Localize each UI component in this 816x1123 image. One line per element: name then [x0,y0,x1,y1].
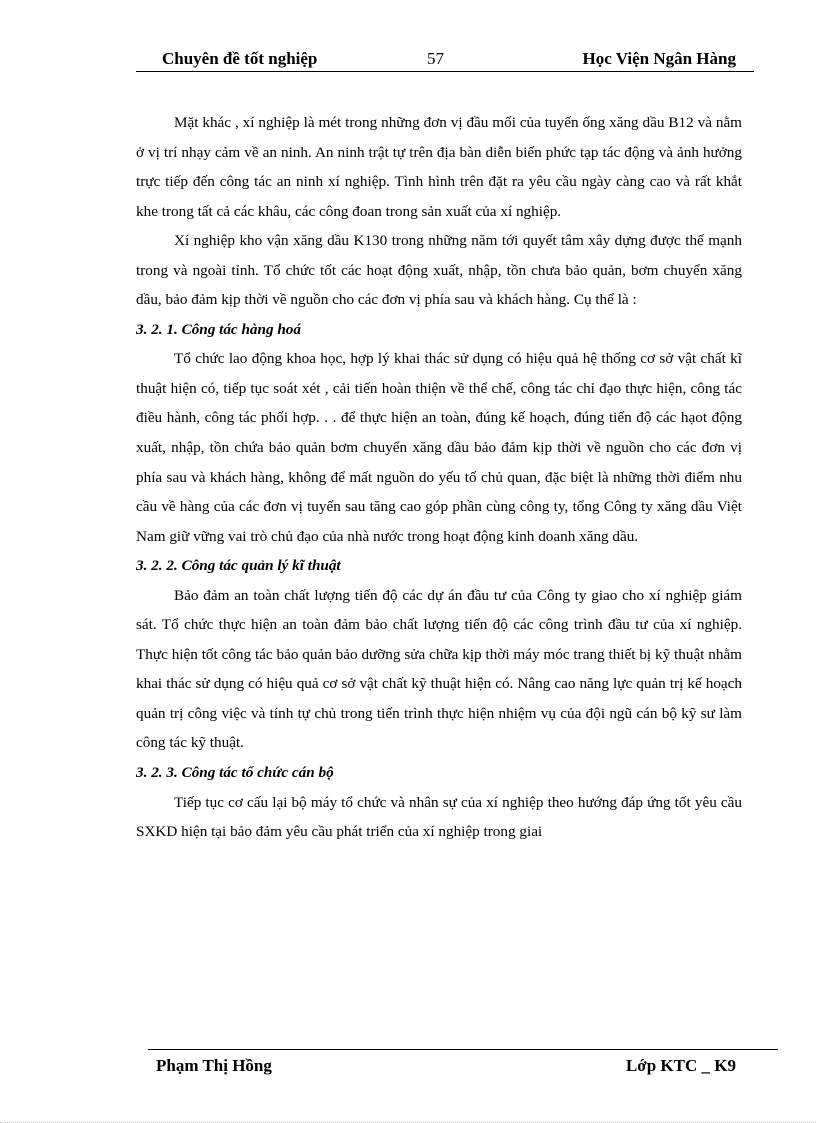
paragraph: Xí nghiệp kho vận xăng dầu K130 trong những năm tới quyết tâm xây dựng được thế mạnh trong và ngoài tỉnh. Tổ chức tốt các hoạt động xuất, nhập, tồn chưa bảo quản, bơm chuyển xăng dầu, bảo đảm kịp thời về nguồn cho các đơn vị phía sau và khách hàng. Cụ thể là : [136,232,742,309]
footer-author: Phạm Thị Hồng [156,1056,272,1075]
section-heading: 3. 2. 2. Công tác quản lý kĩ thuật [136,557,341,575]
paragraph: Tiếp tục cơ cấu lại bộ máy tổ chức và nhân sự của xí nghiệp theo hướng đáp ứng tốt yêu cầu SXKD hiện tại bảo đảm yêu cầu phát triển của xí nghiệp trong giai [136,793,742,841]
header-title: Chuyên đề tốt nghiệp [162,49,318,68]
footer-class: Lớp KTC _ K9 [625,1056,736,1075]
page-number: 57 [427,49,444,68]
section-heading: 3. 2. 3. Công tác tổ chức cán bộ [136,764,334,782]
paragraph: Mặt khác , xí nghiệp là mét trong những đơn vị đầu mối của tuyến ống xăng dầu B12 và nằm ở vị trí nhạy cảm về an ninh. An ninh trật tự trên địa bàn diễn biến phức tạp tác động và ảnh hưởng trực tiếp đến công tác an ninh xí nghiệp. Tình hình trên đặt ra yêu cầu ngày càng cao và rất khắt khe trong tất cả các khâu, các công đoan trong sản xuất của xí nghiệp. [136,114,742,220]
document-body [136,108,742,847]
page-header [136,49,754,72]
page-footer [148,1049,778,1082]
section-heading: 3. 2. 1. Công tác hàng hoá [136,320,301,338]
paragraph: Tổ chức lao động khoa học, hợp lý khai thác sử dụng có hiệu quả hệ thống cơ sở vật chất kĩ thuật hiện có, tiếp tục soát xét , cải tiến hoàn thiện về thể chế, công tác chỉ đạo thực hiện, công tác điều hành, công tác phối hợp. . . để thực hiện an toàn, đúng kế hoạch, đúng tiến độ các hạot động xuất, nhập, tồn chứa bảo quản bơm chuyển xăng dầu bảo đảm kịp thời về nguồn cho các đơn vị phía sau và khách hàng, không để mất nguồn do yếu tố chủ quan, đặc biệt là những thời điểm nhu cầu về hàng của các đơn vị tuyến sau tăng cao góp phần cùng công ty, tổng Công ty xăng dầu Việt Nam giữ vững vai trò chủ đạo của nhà nước trong hoạt động kinh doanh xăng dầu. [136,350,742,545]
paragraph: Bảo đảm an toàn chất lượng tiến độ các dự án đầu tư của Công ty giao cho xí nghiệp giám sát. Tổ chức thực hiện an toàn đảm bảo chất lượng tiến độ các công trình đầu tư của xí nghiệp. Thực hiện tốt công tác bảo quản bảo dưỡng sửa chữa kịp thời máy móc trang thiết bị kỹ thuật nhằm khai thác sử dụng có hiệu quả cơ sở vật chất kỹ thuật hiện có. Nâng cao năng lực quản trị kế hoạch quản trị công việc và tính tự chủ trong tiến trình thực hiện nhiệm vụ của đội ngũ cán bộ kỹ sư làm công tác kỹ thuật. [136,586,742,752]
header-institution: Học Viện Ngân Hàng [582,49,736,68]
